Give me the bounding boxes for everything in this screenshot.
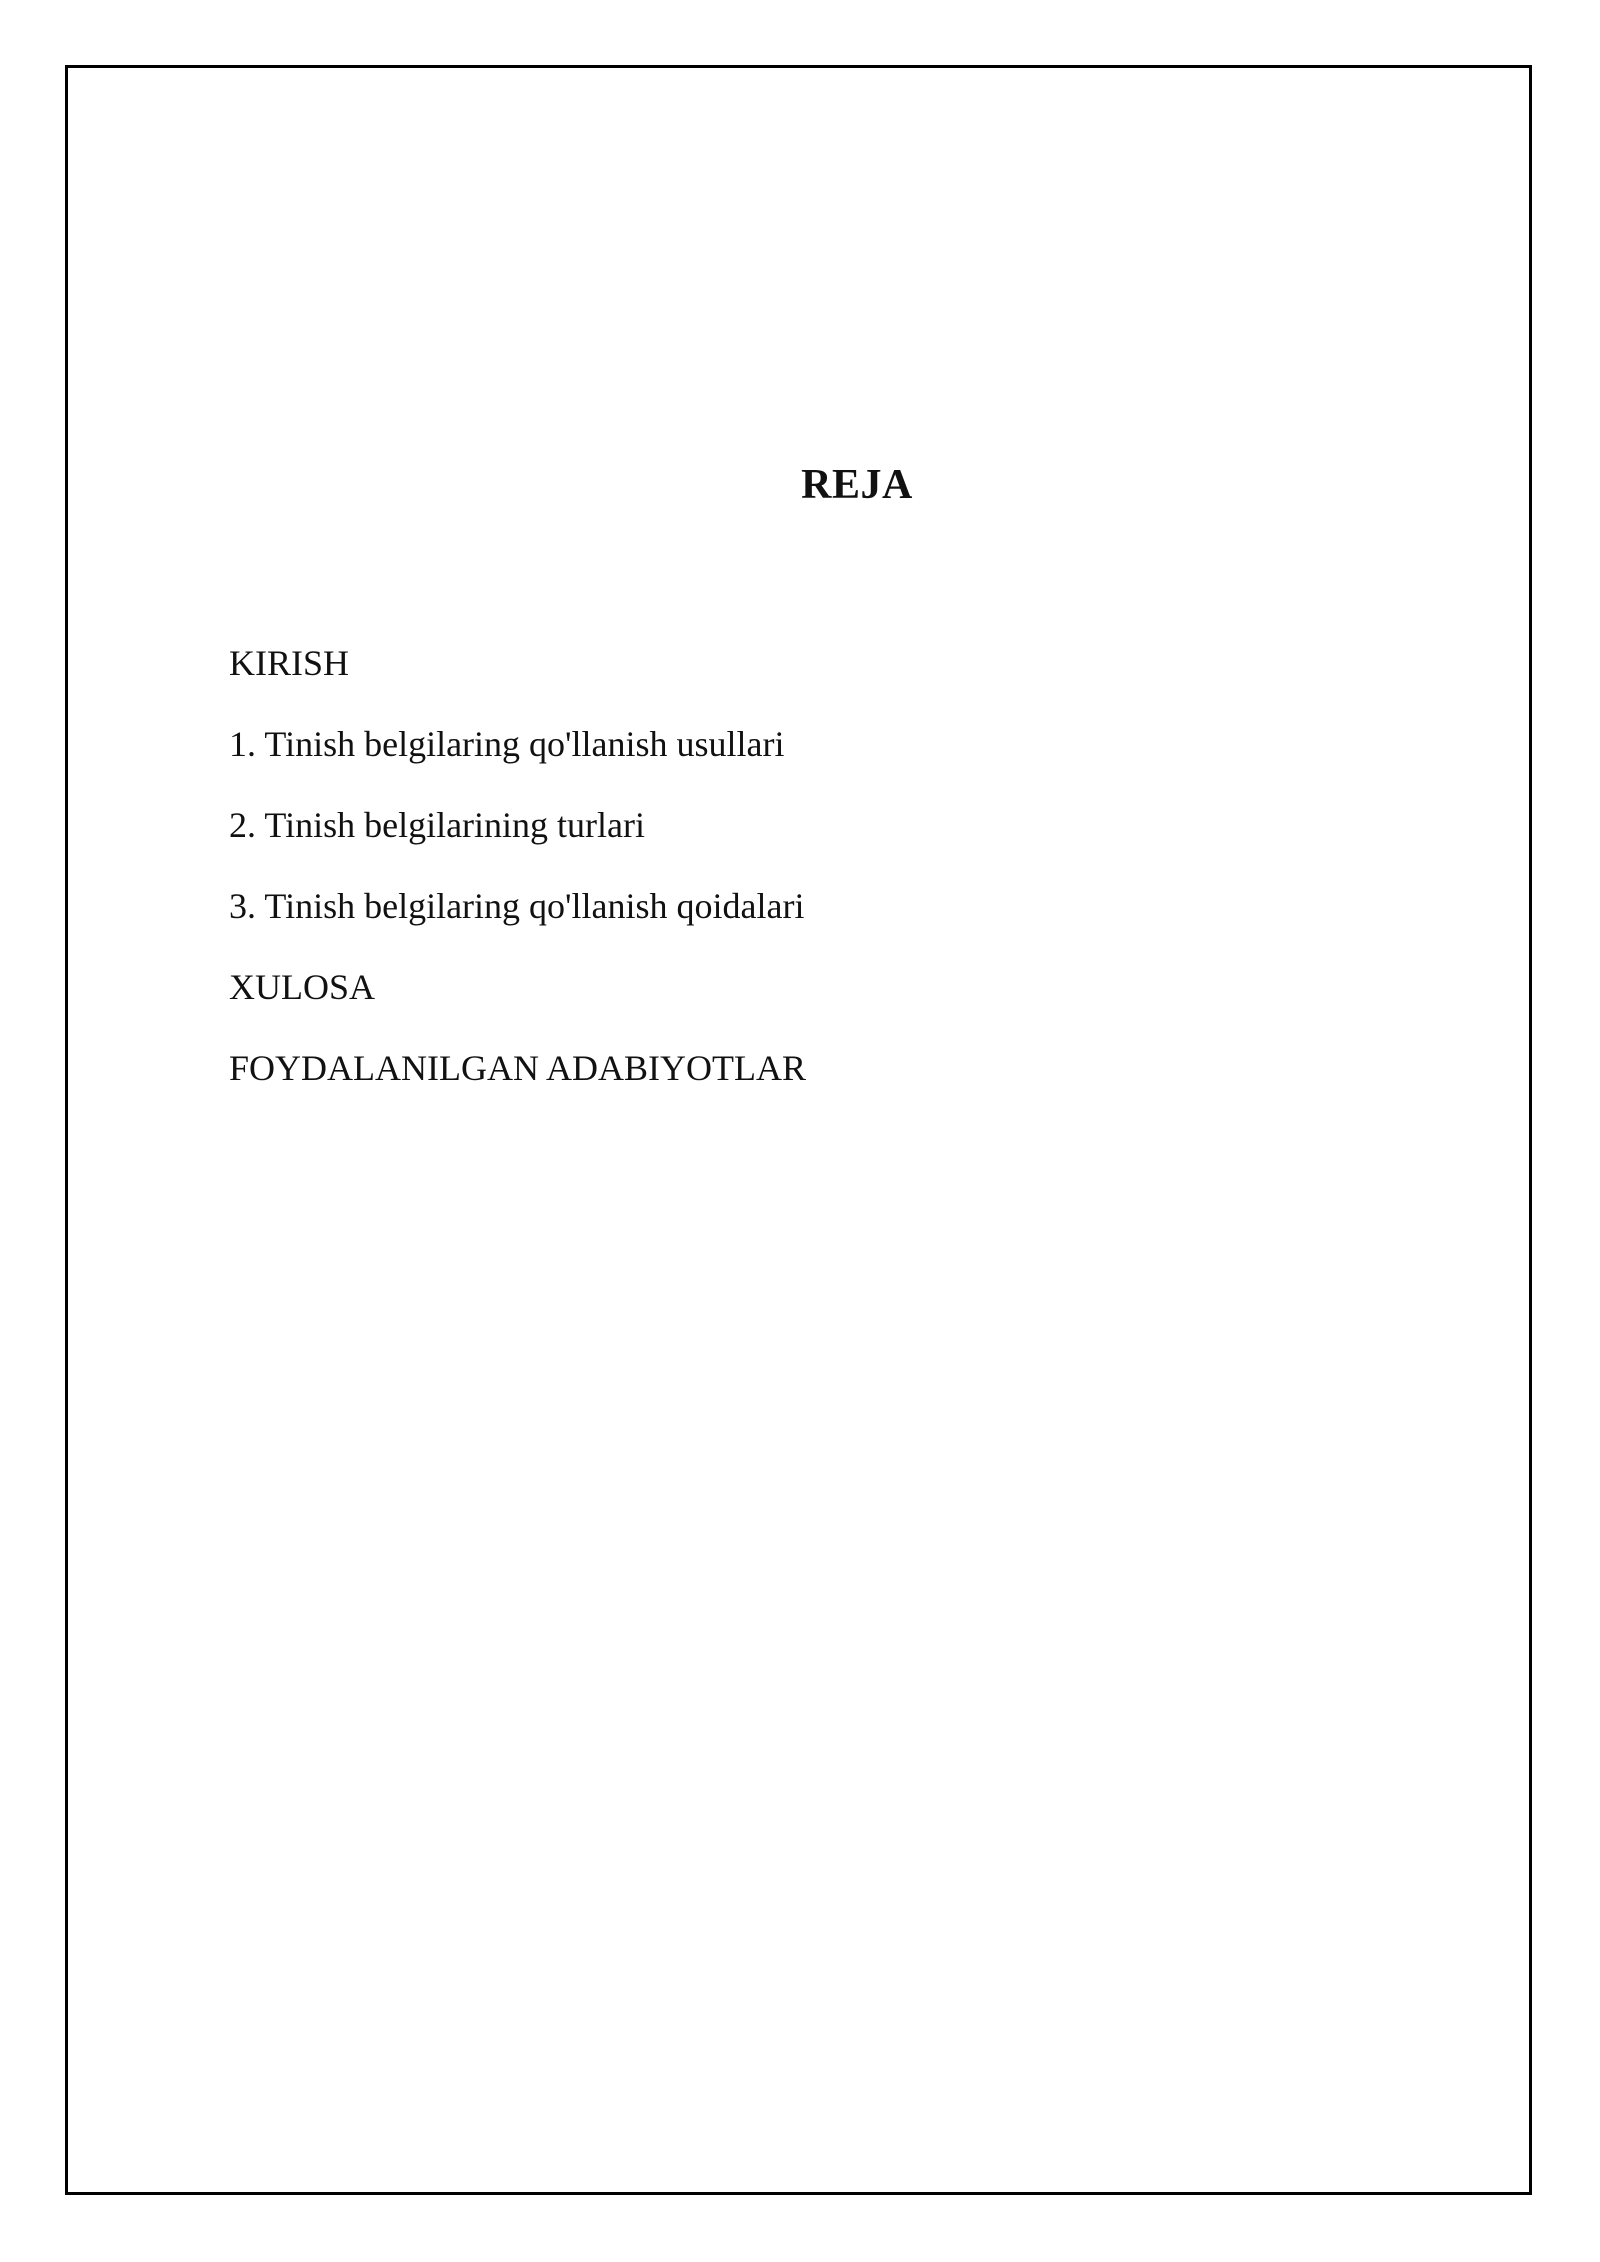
plan-item-conclusion: XULOSA [229,967,376,1007]
plan-item-2: 2. Tinish belgilarining turlari [229,805,646,845]
page-title: REJA [801,462,913,508]
plan-item-3: 3. Tinish belgilaring qo'llanish qoidalari [229,886,805,926]
plan-item-1: 1. Tinish belgilaring qo'llanish usullari [229,724,785,764]
plan-item-introduction: KIRISH [229,643,350,683]
plan-list [229,640,806,1126]
plan-item-references: FOYDALANILGAN ADABIYOTLAR [229,1048,806,1088]
page-border [65,65,1532,2195]
